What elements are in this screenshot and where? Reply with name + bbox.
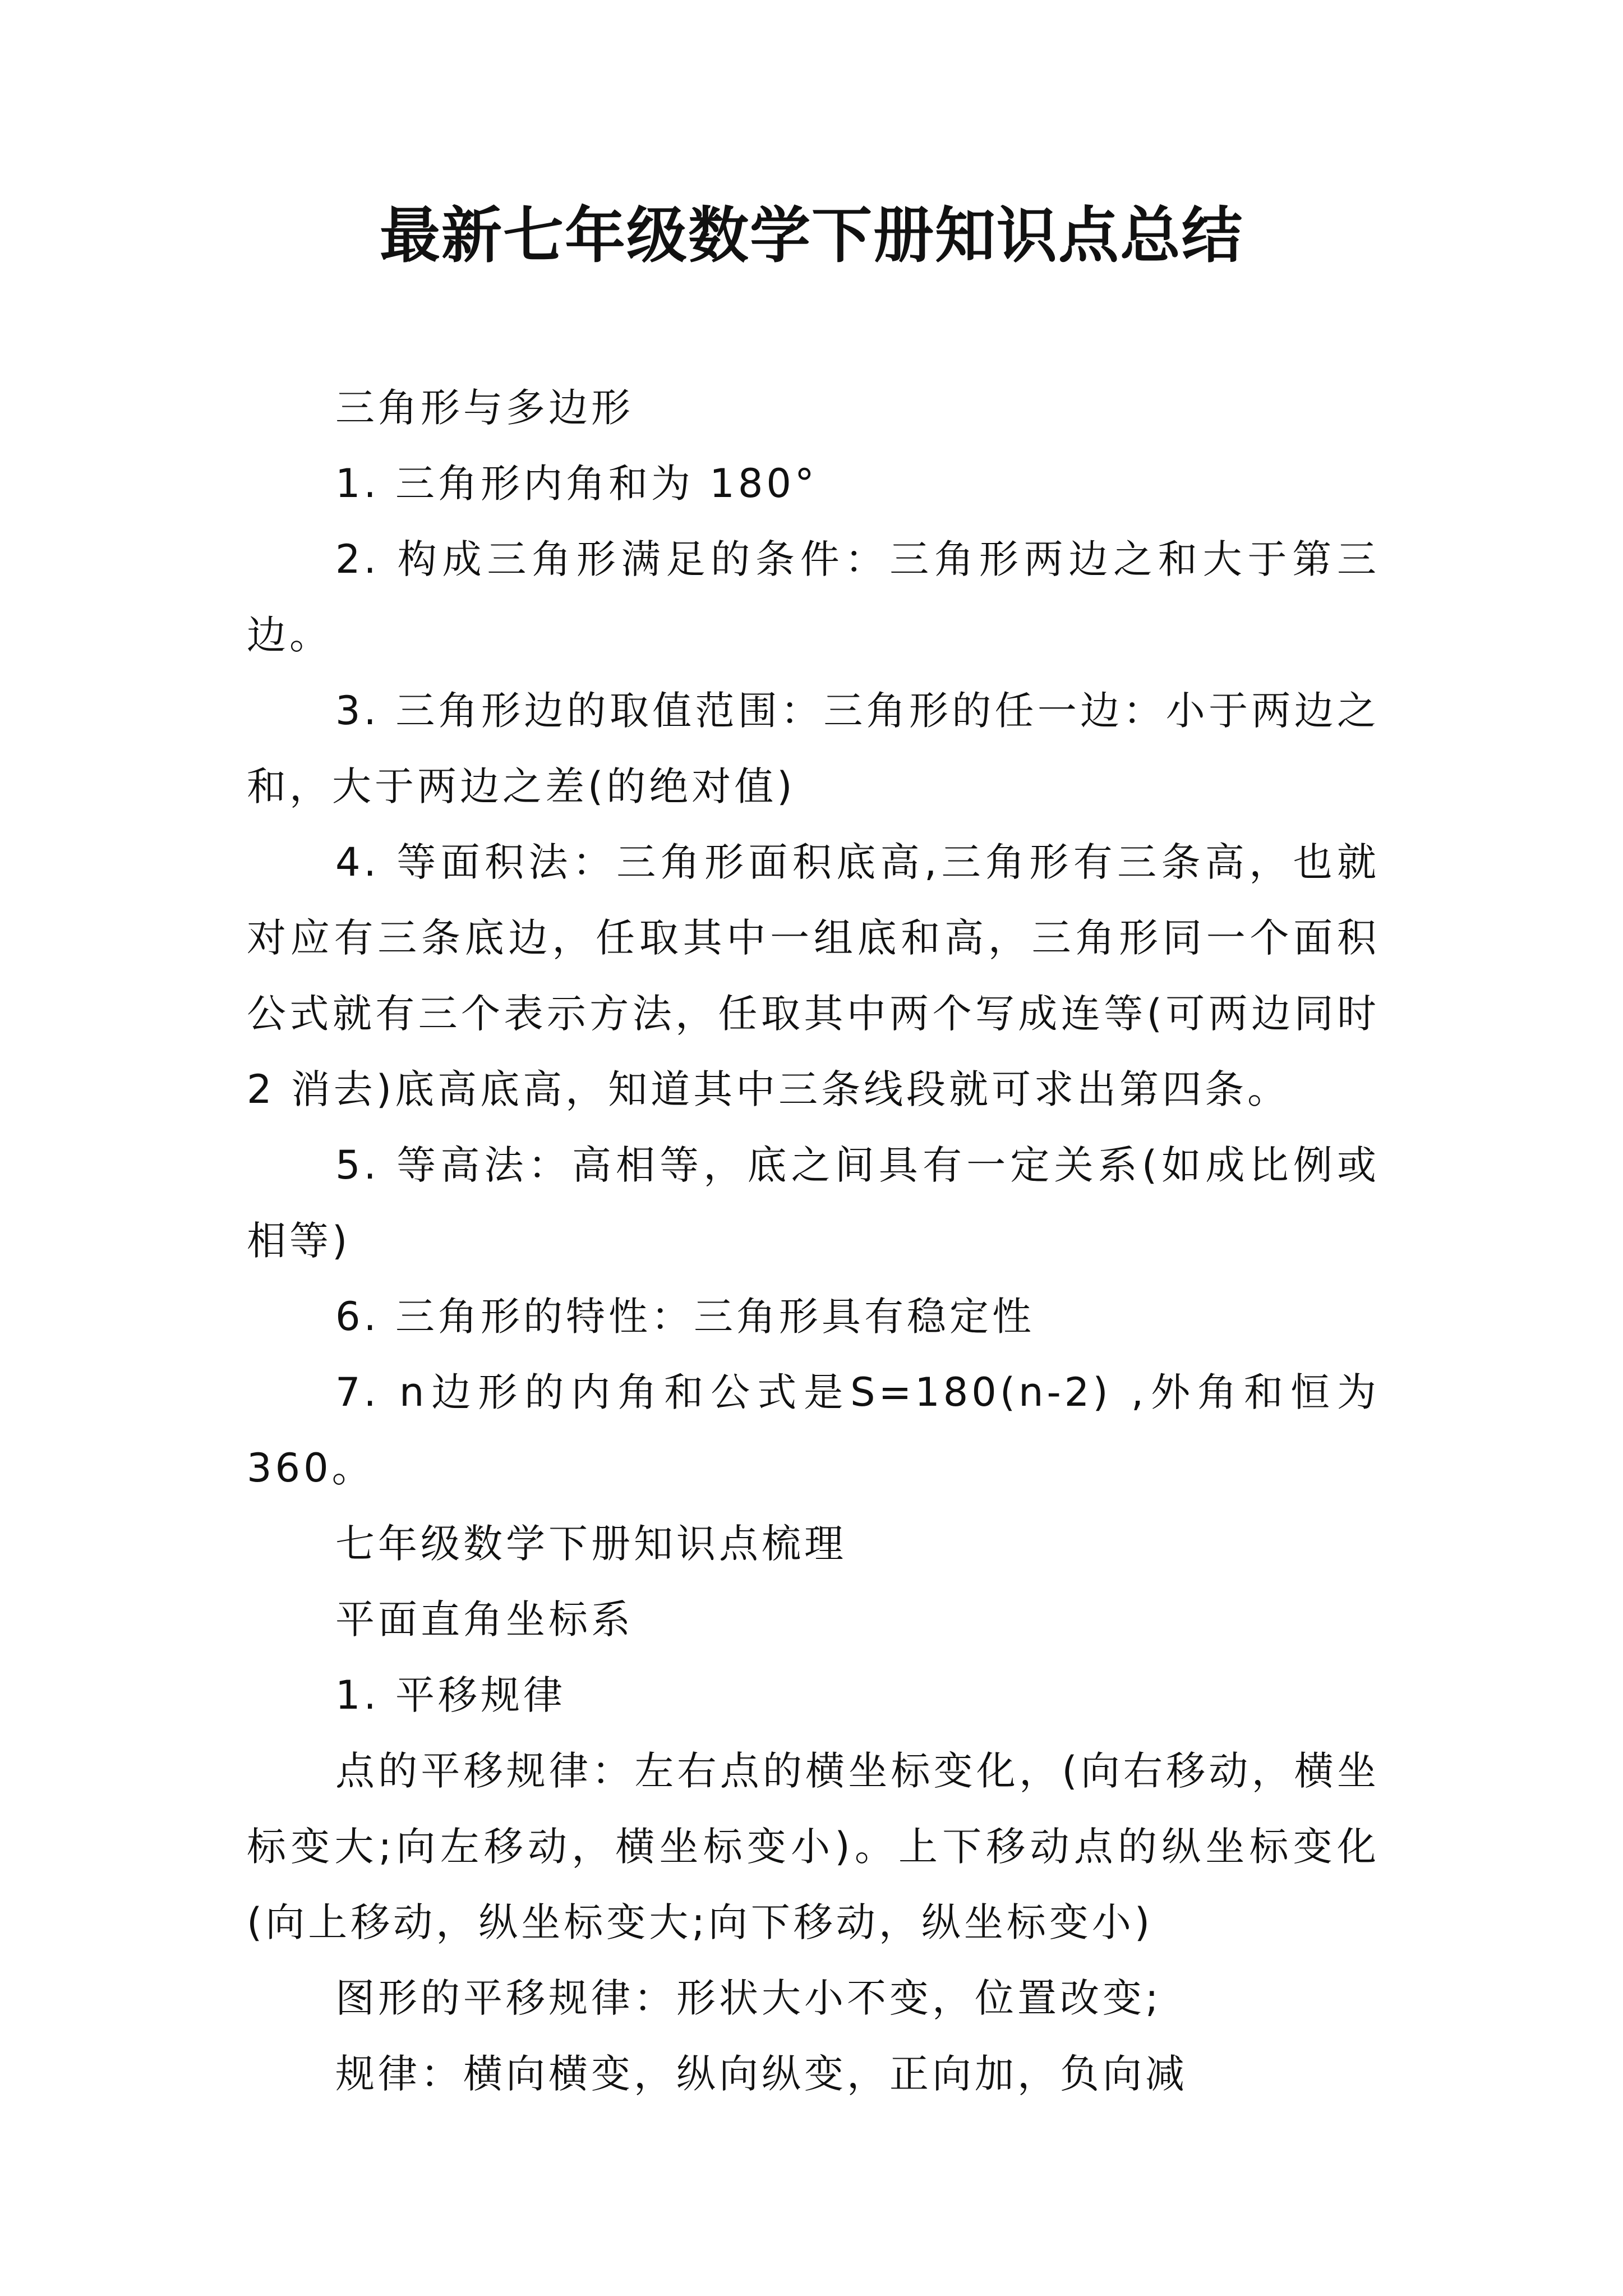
paragraph-item-5: 5. 等高法：高相等，底之间具有一定关系(如成比例或相等) — [247, 1142, 1380, 1264]
paragraph-item-4: 4. 等面积法：三角形面积底高,三角形有三条高，也就对应有三条底边，任取其中一组底和高，三角形同一个面积公式就有三个表示方法，任取其中两个写成连等(可两边同时 2 消去)底高底高，知道其中三条线段就可求出第四条。 — [247, 839, 1380, 1112]
paragraph-translation-summary: 规律：横向横变，纵向纵变，正向加，负向减 — [335, 2051, 1188, 2097]
document-title: 最新七年级数学下册知识点总结 — [379, 200, 1243, 271]
paragraph-item-7: 7. n边形的内角和公式是S=180(n-2) ,外角和恒为360。 — [247, 1369, 1380, 1491]
paragraph-item-6: 6. 三角形的特性：三角形具有稳定性 — [335, 1294, 1035, 1340]
paragraph-point-translation: 点的平移规律：左右点的横坐标变化，(向右移动，横坐标变大;向左移动，横坐标变小)。上下移动点的纵坐标变化(向上移动，纵坐标变大;向下移动，纵坐标变小) — [247, 1748, 1380, 1945]
paragraph-shape-translation: 图形的平移规律：形状大小不变，位置改变; — [335, 1975, 1162, 2021]
paragraph-item-2: 2. 构成三角形满足的条件：三角形两边之和大于第三边。 — [247, 536, 1380, 658]
section-heading-coordinates: 平面直角坐标系 — [335, 1596, 634, 1642]
paragraph-item-3: 3. 三角形边的取值范围：三角形的任一边：小于两边之和，大于两边之差(的绝对值) — [247, 688, 1380, 809]
paragraph-item-1: 1. 三角形内角和为 180° — [335, 461, 818, 507]
section-heading-review: 七年级数学下册知识点梳理 — [335, 1521, 847, 1567]
section-heading-triangles: 三角形与多边形 — [335, 385, 634, 431]
paragraph-translation-rule: 1. 平移规律 — [335, 1672, 566, 1718]
document-body — [247, 370, 1380, 2112]
